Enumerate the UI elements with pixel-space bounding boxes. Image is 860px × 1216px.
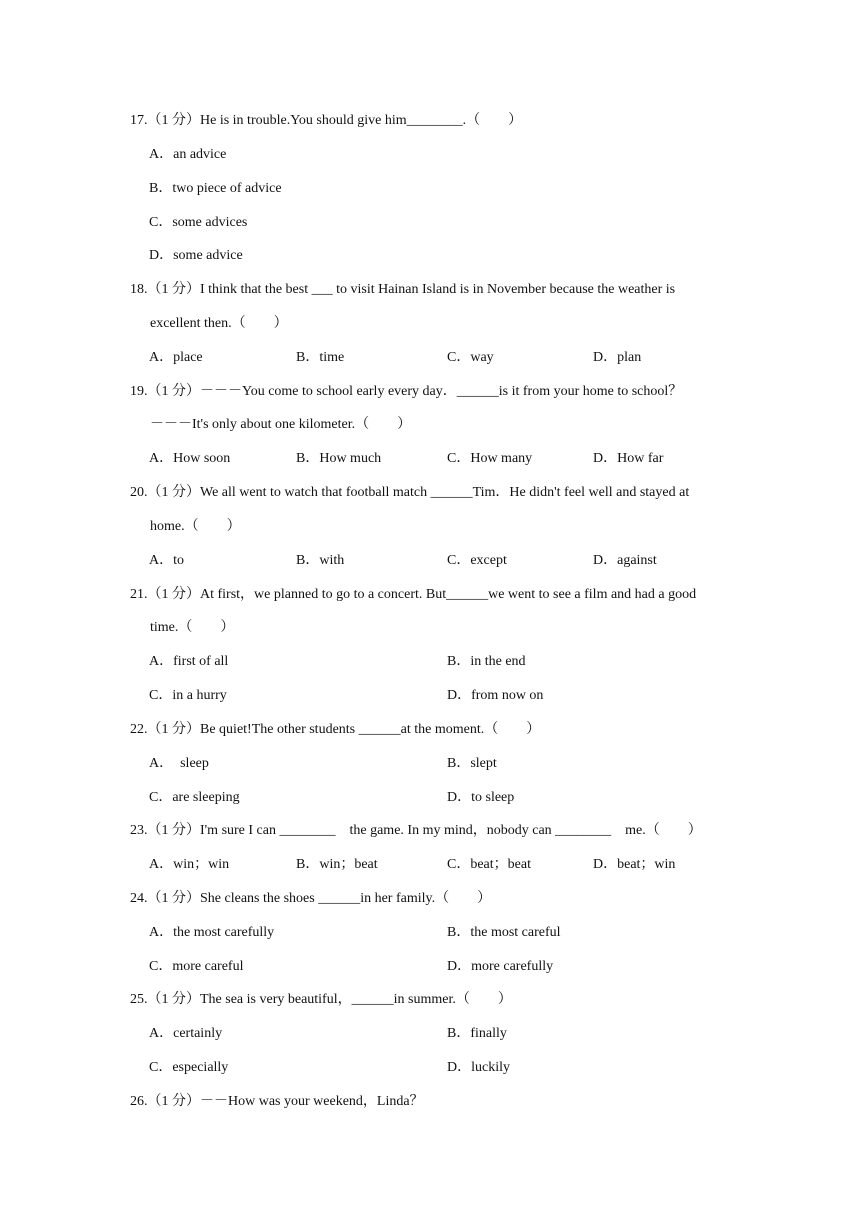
question-17-stem: 17.（1 分）He is in trouble.You should give him________.（ ） [130,113,523,128]
question-18-stem-cont: excellent then.（ ） [150,316,288,331]
question-18-option-b: B．time [296,350,345,365]
question-19-stem-cont: －－－It's only about one kilometer.（ ） [150,417,412,432]
question-24-option-d: D．more carefully [447,959,554,974]
question-20-option-a: A．to [149,553,184,568]
question-24-stem: 24.（1 分）She cleans the shoes ______in her family.（ ） [130,891,492,906]
question-23-option-c: C．beat；beat [447,857,531,872]
question-18-stem: 18.（1 分）I think that the best ___ to visit Hainan Island is in November because the weather is [130,282,676,297]
question-17-option-d: D．some advice [149,248,243,263]
question-22-stem: 22.（1 分）Be quiet!The other students ______at the moment.（ ） [130,722,541,737]
question-19-option-b: B．How much [296,451,382,466]
question-20-stem: 20.（1 分）We all went to watch that football match ______Tim．He didn't feel well and stayed at [130,485,690,500]
question-24-option-c: C．more careful [149,959,244,974]
question-25-stem: 25.（1 分）The sea is very beautiful，______in summer.（ ） [130,992,512,1007]
question-18-option-c: C．way [447,350,494,365]
question-21-stem: 21.（1 分）At first，we planned to go to a concert. But______we went to see a film and had a good [130,587,697,602]
question-21-option-a: A．first of all [149,654,229,669]
question-21-option-c: C．in a hurry [149,688,227,703]
question-20-option-c: C．except [447,553,507,568]
question-20-option-b: B．with [296,553,345,568]
question-22-option-b: B．slept [447,756,497,771]
question-17-option-b: B．two piece of advice [149,181,282,196]
question-21-option-d: D．from now on [447,688,544,703]
question-22-option-d: D．to sleep [447,790,515,805]
question-22-option-c: C．are sleeping [149,790,240,805]
question-19-option-a: A．How soon [149,451,231,466]
question-17-option-c: C．some advices [149,215,248,230]
question-19-stem: 19.（1 分）－－－You come to school early every day．______is it from your home to school？ [130,384,683,399]
question-22-option-a: A． sleep [149,756,209,771]
question-18-option-a: A．place [149,350,203,365]
question-21-stem-cont: time.（ ） [150,620,235,635]
question-25-option-a: A．certainly [149,1026,223,1041]
question-24-option-a: A．the most carefully [149,925,275,940]
question-19-option-c: C．How many [447,451,533,466]
question-23-option-b: B．win；beat [296,857,378,872]
question-19-option-d: D．How far [593,451,664,466]
question-20-stem-cont: home.（ ） [150,519,241,534]
question-21-option-b: B．in the end [447,654,526,669]
question-17-option-a: A．an advice [149,147,227,162]
question-23-option-a: A．win；win [149,857,230,872]
question-25-option-b: B．finally [447,1026,507,1041]
question-23-option-d: D．beat；win [593,857,676,872]
question-23-stem: 23.（1 分）I'm sure I can ________ the game. In my mind，nobody can ________ me.（ ） [130,823,702,838]
question-25-option-d: D．luckily [447,1060,510,1075]
question-26-stem: 26.（1 分）－－How was your weekend，Linda？ [130,1094,424,1109]
question-24-option-b: B．the most careful [447,925,561,940]
question-20-option-d: D．against [593,553,657,568]
question-18-option-d: D．plan [593,350,642,365]
question-25-option-c: C．especially [149,1060,229,1075]
